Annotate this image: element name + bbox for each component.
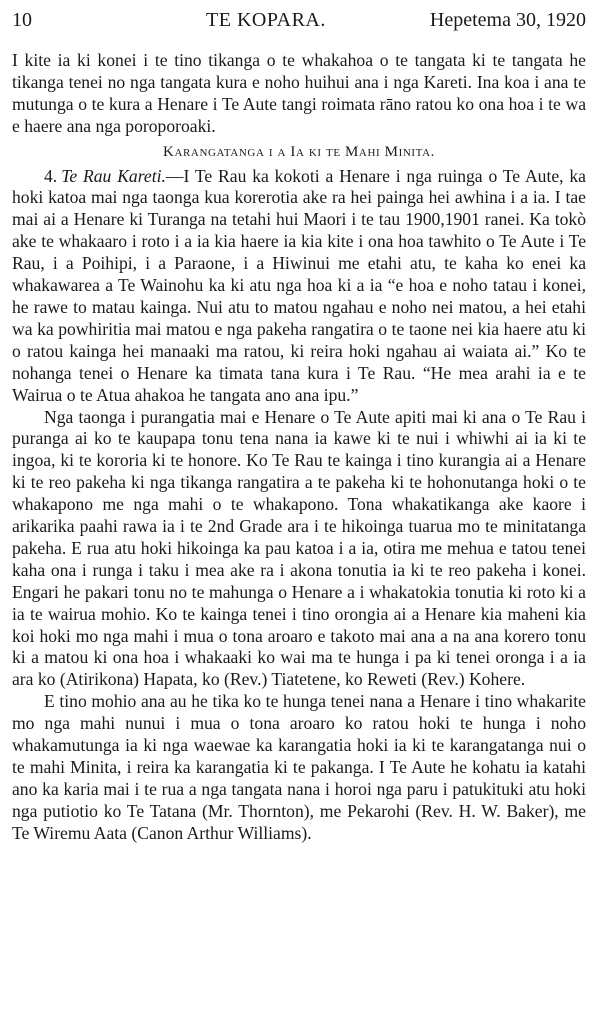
article-body (12, 50, 586, 845)
item-number: 4. (44, 165, 58, 186)
running-header (12, 6, 586, 36)
paragraph-1: I kite ia ki konei i te tino tikanga o te whakahoa o te tangata ki te tangata he tikanga tenei no nga tangata kura e noho huihui ana i nga Kareti. Ina koa i ana te mutunga o te kura a Henare i Te Aute tangi roimata rāno ratou ko ona hoa i te wa e haere ana nga poroporoaki. (12, 50, 586, 136)
issue-date: Hepetema 30, 1920 (429, 9, 586, 31)
page-number: 10 (12, 9, 32, 31)
journal-title: TE KOPARA. (206, 9, 326, 31)
item-title: Te Rau Kareti. (61, 165, 166, 186)
paragraph-3: E tino mohio ana au he tika ko te hunga tenei nana a Henare i tino whakarite mo nga mahi nunui i mua o tona aroaro ko ratou hoki te hunga i noho whakamutunga ia ki nga waewae ka karangatia hoki ia ki te karangatanga nui o te mahi Minita, i reira ka karangatia ki te pakanga. I Te Aute he kohatu ia katahi ano ka karia mai i te rua a nga tangata nana i horoi nga paru i patukituki atu hoki nga putiotio ko Te Tatana (Mr. Thornton), me Pekarohi (Rev. H. W. Baker), me Te Wiremu Aata (Canon Arthur Williams). (12, 691, 586, 843)
item-4-text: —I Te Rau ka kokoti a Henare i nga ruinga o Te Aute, ka hoki katoa mai nga taonga kua korerotia ake ra hei painga hei awhina i a ia. I tae mai ai a Henare ki Turanga na tetahi hui Maori i te tau 1900,1901 ranei. Ka tokò ake te whakaaro i roto i a ia kia haere ia kia kite i ona hoa tawhito o Te Aute i Te Rau, i a Poihipi, i a Paraone, i a Hiwinui me etahi atu, te kaha ko enei ka whakawarea a Te Wainohu ka ki atu nga hoa ki a ia “e hoa e noho tatau i konei, he rawe to matau kainga. Nui atu to matou ngahau e noho nei matou, a hei etahi wa ka powhiritia mai matou e nga pakeha rangatira o te taone nei kia haere atu ki o ratou kainga hei manaaki ma ratou, ki reira hoki ngahau ai waiata ai.” Ko te nohanga tenei o Henare ka timata tana kura i Te Rau. “He mea arahi ia e te Wairua o te Atua ahakoa he tangata ano ana ipu.” (12, 165, 586, 405)
paragraph-2: Nga taonga i purangatia mai e Henare o Te Aute apiti mai ki ana o Te Rau i puranga ai ko te kaupapa tonu tena nana ia kawe ki te nui i whiwhi ai ia ki te ingoa, ki te kororia ki te honore. Ko Te Rau te kainga i tino kurangia ai a Henare ki te reo pakeha ki nga tikanga rangatira a te pakeha ki te hohonutanga hoki o te whakapono me nga mahi o te whakapono. Tona whakatikanga ake kaore i arikarika paahi rawa ia i te 2nd Grade ara i te hikoinga tuarua mo te minitatanga pakeha. E rua atu hoki hikoinga ka pau katoa i a ia, otira me mehua e tatou tenei kaha ona i runga i taku i mea ake ra i akona tonutia ia ki te reo pakeha i konei. Engari he pakari tonu no te mahunga o Henare a i whakatokia tonutia ki roto ki a ia te wairua mohio. Ko te kainga tenei i tino orongia ai a Henare kia maheni kia koi hoki mo nga mahi i mua o tona aroaro e takoto mai ana a na ana korero tonu ki a matou ki ona hoa i whakaaki ko wai ma te hunga i pa ki tenei oronga i a ia ara ko (Atirikona) Hapata, ko (Rev.) Tiatetene, ko Reweti (Rev.) Kohere. (12, 406, 586, 690)
section-heading: Karangatanga i a Ia ki te Mahi Minita. (163, 143, 435, 160)
item-4-paragraph (12, 166, 586, 407)
